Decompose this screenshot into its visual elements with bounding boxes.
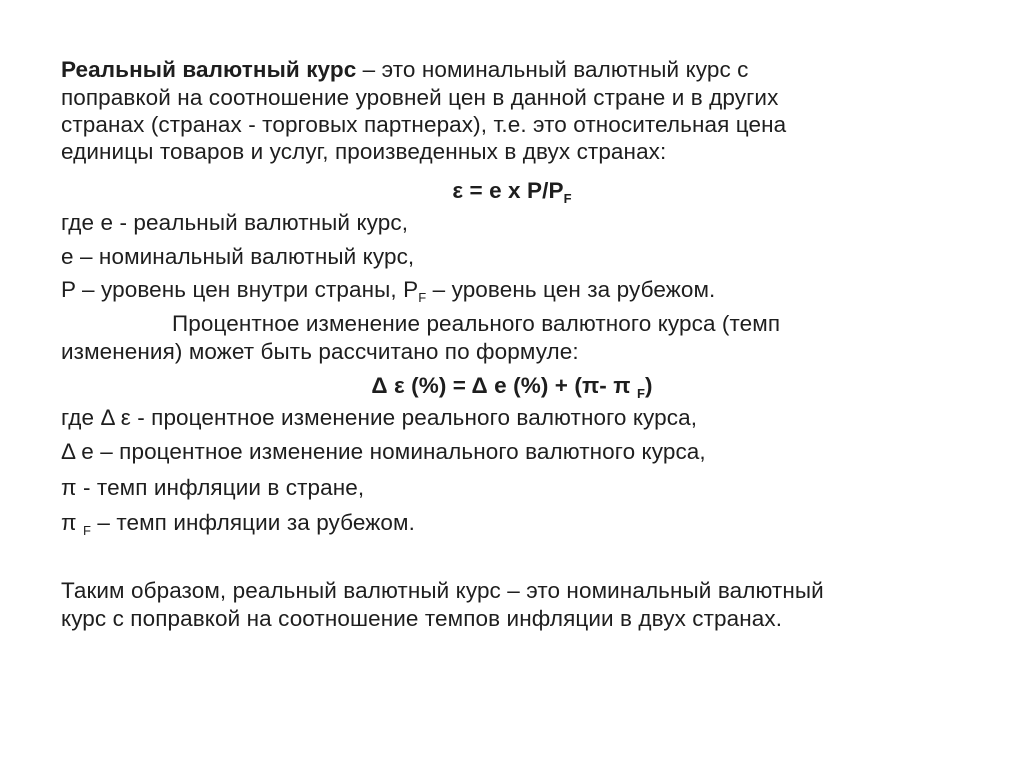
legend-1-line-1: где е - реальный валютный курс, xyxy=(61,210,409,235)
legend-2-line-4-b: – темп инфляции за рубежом. xyxy=(91,510,415,535)
legend-1-line-3 xyxy=(61,276,715,304)
legend-1-line-3-subscript: F xyxy=(418,290,427,305)
formula-2-end: ) xyxy=(644,373,653,398)
formula-2-main: Δ ε (%) = Δ e (%) + (π- π xyxy=(371,373,631,398)
formula-2-subscript: F xyxy=(636,386,645,401)
definition-line-1-text: – это номинальный валютный курс с xyxy=(356,57,749,82)
percent-change-line-2: изменения) может быть рассчитано по формуле: xyxy=(61,339,579,364)
formula-1-main: ε = e x P/P xyxy=(452,178,564,203)
definition-line-3: странах (странах - торговых партнерах), т.е. это относительная цена xyxy=(61,112,787,137)
legend-2-line-4 xyxy=(61,509,415,537)
percent-change-line-1: Процентное изменение реального валютного курса (темп xyxy=(172,311,781,336)
definition-line-1 xyxy=(61,56,749,84)
conclusion-line-2: курс с поправкой на соотношение темпов инфляции в двух странах. xyxy=(61,606,783,631)
formula-percent-change xyxy=(0,372,1024,400)
definition-line-4: единицы товаров и услуг, произведенных в двух странах: xyxy=(61,139,667,164)
legend-2-line-3: π - темп инфляции в стране, xyxy=(61,475,365,500)
legend-2-line-2: Δ е – процентное изменение номинального валютного курса, xyxy=(61,439,706,464)
legend-2-line-4-a: π xyxy=(61,510,77,535)
formula-real-exchange-rate xyxy=(0,177,1024,205)
conclusion-line-1: Таким образом, реальный валютный курс – это номинальный валютный xyxy=(61,578,824,603)
legend-1-line-2: e – номинальный валютный курс, xyxy=(61,244,415,269)
legend-2-line-1: где Δ ε - процентное изменение реального валютного курса, xyxy=(61,405,698,430)
definition-line-2: поправкой на соотношение уровней цен в данной стране и в других xyxy=(61,85,779,110)
legend-1-line-3-b: – уровень цен за рубежом. xyxy=(426,277,716,302)
formula-1-subscript: F xyxy=(563,191,572,206)
legend-2-line-4-subscript: F xyxy=(82,523,92,538)
legend-1-line-3-a: P – уровень цен внутри страны, P xyxy=(61,277,419,302)
definition-term: Реальный валютный курс xyxy=(61,57,357,82)
